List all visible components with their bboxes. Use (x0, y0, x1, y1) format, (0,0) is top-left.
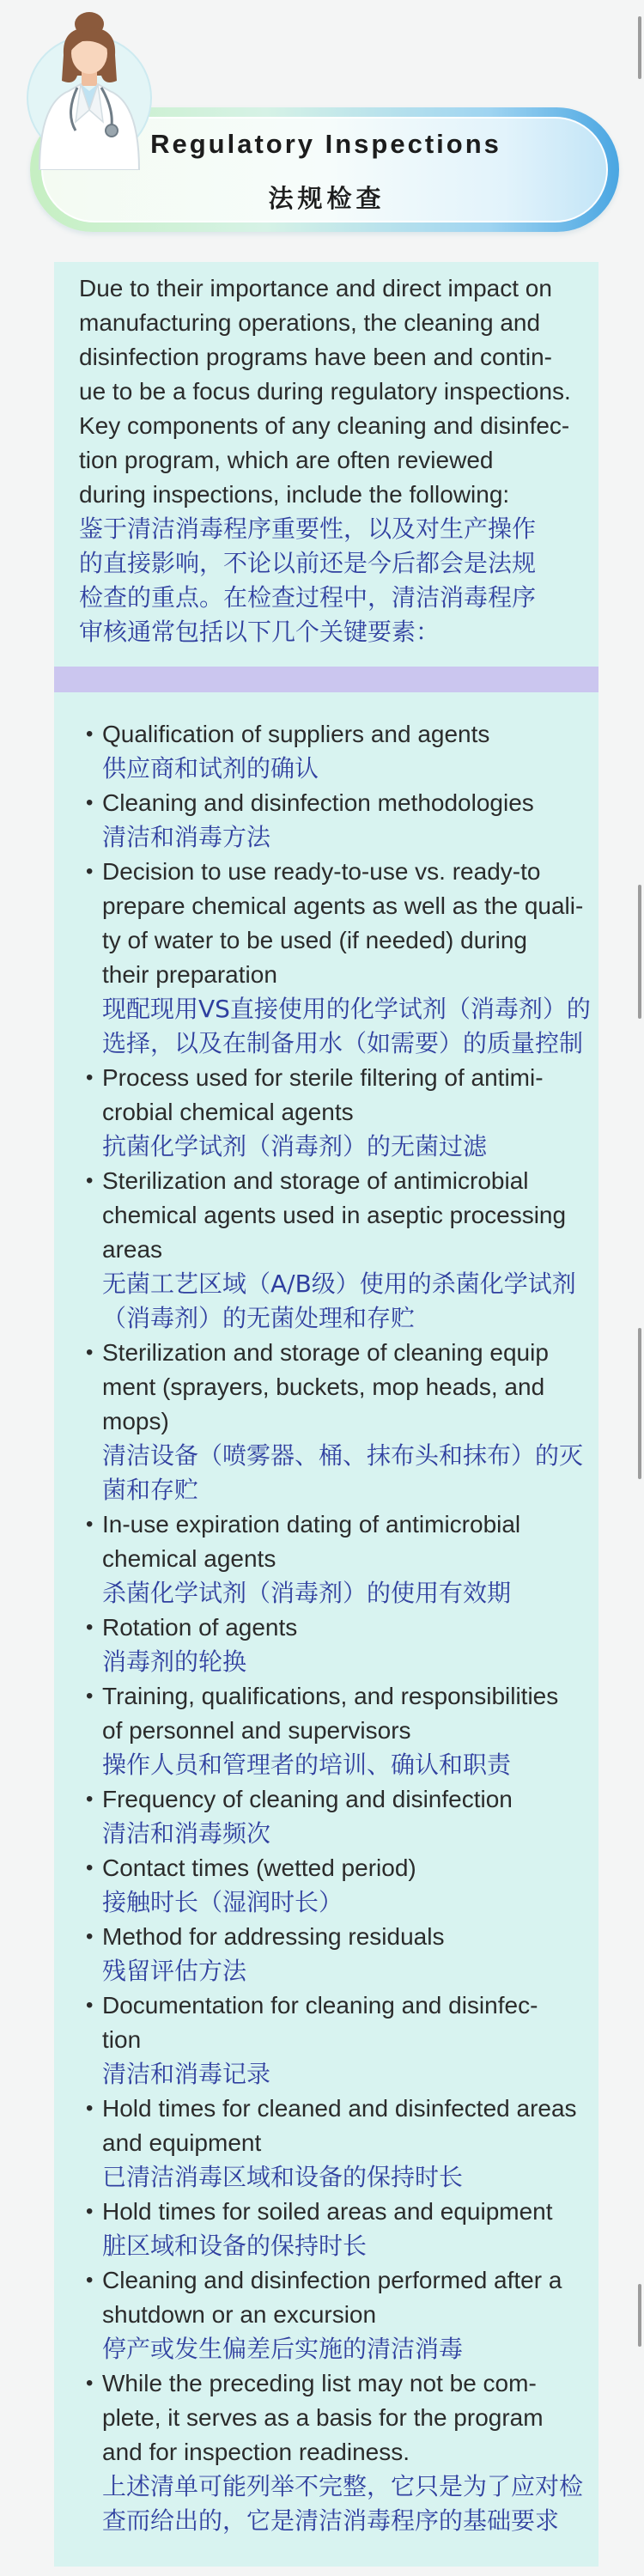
bullet-icon: • (86, 2097, 94, 2120)
item-zh-line: 无菌工艺区域（A/B级）使用的杀菌化学试剂 (102, 1270, 576, 1298)
item-en-line: mops) (102, 1408, 169, 1434)
intro-en-line: during inspections, include the following: (79, 481, 510, 508)
intro-en-line: Due to their importance and direct impact on (79, 275, 552, 301)
item-en-line: shutdown or an excursion (102, 2301, 377, 2328)
section-title: Regulatory Inspections (150, 129, 501, 159)
item-en-line: In-use expiration dating of antimicrobial (102, 1511, 521, 1538)
bullet-icon: • (86, 1066, 94, 1089)
item-en-line: Decision to use ready-to-use vs. ready-to (102, 858, 541, 885)
item-zh-line: 已清洁消毒区域和设备的保持时长 (102, 2163, 464, 2191)
bullet-icon: • (86, 2372, 94, 2395)
item-en-line: While the preceding list may not be com- (102, 2370, 537, 2396)
item-zh-line: 清洁和消毒记录 (102, 2060, 271, 2088)
intro-zh-line: 鉴于清洁消毒程序重要性，以及对生产操作 (79, 515, 537, 543)
item-en-line: Method for addressing residuals (102, 1923, 445, 1950)
item-zh-line: 清洁和消毒频次 (102, 1819, 271, 1848)
item-zh-line: 杀菌化学试剂（消毒剂）的使用有效期 (102, 1579, 512, 1607)
list-item (86, 1507, 592, 1611)
bullet-icon: • (86, 1856, 94, 1879)
edge-mark (638, 2284, 641, 2347)
intro-zh-line: 的直接影响，不论以前还是今后都会是法规 (79, 549, 537, 577)
list-item (86, 2366, 592, 2538)
bullet-icon: • (86, 791, 94, 814)
item-en-line: chemical agents (102, 1545, 276, 1572)
list-item (86, 786, 592, 855)
list-item (86, 1061, 592, 1164)
item-zh-line: 现配现用VS直接使用的化学试剂（消毒剂）的 (102, 995, 591, 1023)
item-en-line: Qualification of suppliers and agents (102, 721, 490, 747)
list-item (86, 855, 592, 1061)
intro-en-line: ue to be a focus during regulatory inspections. (79, 378, 571, 405)
bullet-icon: • (86, 2200, 94, 2223)
bullet-icon: • (86, 1994, 94, 2017)
item-zh-line: 供应商和试剂的确认 (102, 754, 319, 783)
item-en-line: and for inspection readiness. (102, 2439, 410, 2465)
list-item (86, 1851, 592, 1920)
edge-mark (638, 885, 641, 1019)
list-item (86, 2195, 592, 2263)
item-en-line: Process used for sterile filtering of antimi- (102, 1064, 544, 1091)
item-en-line: Frequency of cleaning and disinfection (102, 1786, 513, 1812)
list-item (86, 1988, 592, 2092)
item-en-line: prepare chemical agents as well as the quali- (102, 892, 584, 919)
bullet-icon: • (86, 1925, 94, 1948)
bullet-icon: • (86, 1616, 94, 1639)
list-item (86, 1920, 592, 1988)
item-en-line: Rotation of agents (102, 1614, 298, 1641)
item-zh-line: 消毒剂的轮换 (102, 1647, 247, 1676)
bullet-icon: • (86, 1787, 94, 1811)
intro-en-line: Key components of any cleaning and disinfec- (79, 412, 570, 439)
bullet-icon: • (86, 1169, 94, 1192)
item-zh-line: 查而给出的，它是清洁消毒程序的基础要求 (102, 2506, 560, 2535)
list-item (86, 1782, 592, 1851)
list-item (86, 1336, 592, 1507)
list-item (86, 2263, 592, 2366)
divider-strip (54, 667, 598, 692)
item-en-line: Cleaning and disinfection methodologies (102, 789, 534, 816)
item-en-line: Documentation for cleaning and disinfec- (102, 1992, 538, 2019)
item-en-line: their preparation (102, 961, 277, 988)
item-en-line: Training, qualifications, and responsibilities (102, 1683, 559, 1709)
item-en-line: areas (102, 1236, 163, 1263)
item-zh-line: 菌和存贮 (102, 1476, 199, 1504)
edge-mark (638, 1328, 641, 1479)
item-zh-line: 停产或发生偏差后实施的清洁消毒 (102, 2335, 464, 2363)
section-subtitle: 法规检查 (268, 184, 386, 213)
item-en-line: Sterilization and storage of cleaning equip (102, 1339, 549, 1366)
bullet-icon: • (86, 1684, 94, 1708)
item-en-line: Cleaning and disinfection performed after a (102, 2267, 562, 2293)
checklist (86, 717, 592, 2538)
item-zh-line: 清洁和消毒方法 (102, 823, 271, 851)
item-en-line: ment (sprayers, buckets, mop heads, and (102, 1373, 545, 1400)
list-item (86, 717, 592, 786)
item-en-line: Hold times for soiled areas and equipment (102, 2198, 553, 2225)
item-zh-line: 残留评估方法 (102, 1957, 247, 1985)
item-zh-line: 接触时长（湿润时长） (102, 1888, 343, 1916)
intro-en-line: disinfection programs have been and contin- (79, 344, 553, 370)
item-en-line: plete, it serves as a basis for the program (102, 2404, 544, 2431)
list-item (86, 2092, 592, 2195)
item-en-line: of personnel and supervisors (102, 1717, 411, 1744)
bullet-icon: • (86, 1341, 94, 1364)
bullet-icon: • (86, 722, 94, 746)
item-zh-line: 脏区域和设备的保持时长 (102, 2232, 368, 2260)
list-item (86, 1679, 592, 1782)
item-en-line: Sterilization and storage of antimicrobial (102, 1167, 529, 1194)
intro-zh-line: 审核通常包括以下几个关键要素： (79, 618, 440, 646)
item-en-line: and equipment (102, 2129, 262, 2156)
item-zh-line: （消毒剂）的无菌处理和存贮 (102, 1304, 416, 1332)
bullet-icon: • (86, 2268, 94, 2292)
item-zh-line: 清洁设备（喷雾器、桶、抹布头和抹布）的灭 (102, 1441, 584, 1470)
item-en-line: chemical agents used in aseptic processing (102, 1202, 567, 1228)
intro-en-line: tion program, which are often reviewed (79, 447, 494, 473)
list-item (86, 1611, 592, 1679)
item-en-line: Contact times (wetted period) (102, 1854, 416, 1881)
intro-en-line: manufacturing operations, the cleaning and (79, 309, 541, 336)
item-zh-line: 选择，以及在制备用水（如需要）的质量控制 (102, 1029, 584, 1057)
list-item (86, 1164, 592, 1336)
intro-zh-line: 检查的重点。在检查过程中，清洁消毒程序 (79, 583, 537, 612)
edge-mark (638, 16, 641, 79)
item-en-line: Hold times for cleaned and disinfected areas (102, 2095, 577, 2122)
bullet-icon: • (86, 860, 94, 883)
item-en-line: crobial chemical agents (102, 1099, 354, 1125)
bullet-icon: • (86, 1513, 94, 1536)
item-zh-line: 上述清单可能列举不完整，它只是为了应对检 (102, 2472, 584, 2500)
item-en-line: tion (102, 2026, 142, 2053)
item-zh-line: 操作人员和管理者的培训、确认和职责 (102, 1751, 512, 1779)
item-zh-line: 抗菌化学试剂（消毒剂）的无菌过滤 (102, 1132, 488, 1160)
content-card (54, 262, 598, 2567)
intro-paragraph (79, 271, 586, 649)
item-en-line: ty of water to be used (if needed) during (102, 927, 527, 953)
